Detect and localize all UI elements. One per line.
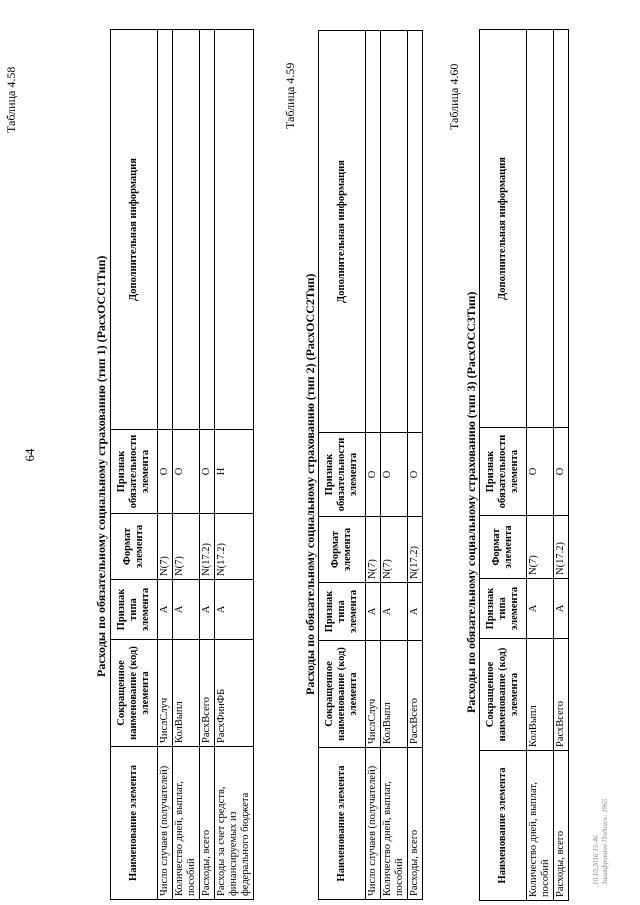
- cell-name: Число случаев (получателей): [158, 747, 173, 900]
- cell-code: ЧислСлуч: [158, 640, 173, 747]
- cell-format: N(7): [527, 516, 554, 579]
- cell-code: ЧислСлуч: [366, 641, 381, 748]
- cell-required: О: [408, 433, 423, 517]
- table-caption: Расходы по обязательному социальному страхованию (тип 3) (РасхОСС3Тип): [464, 291, 478, 713]
- cell-format: N(7): [381, 517, 408, 583]
- page-number: 64: [22, 448, 37, 462]
- col-header-code: Сокращенное наименование (код) элемента: [111, 640, 158, 747]
- cell-code: КолВыпл: [173, 640, 200, 747]
- table-label: Таблица 4.59: [283, 62, 297, 129]
- col-header-type: Признак типа элемента: [319, 583, 366, 641]
- cell-format: N(17.2): [554, 516, 569, 579]
- col-header-code: Сокращенное наименование (код) элемента: [480, 639, 527, 751]
- table-row: [554, 30, 569, 901]
- cell-type: А: [158, 580, 173, 640]
- col-header-name: Наименование элемента: [319, 748, 366, 900]
- header-row: [319, 31, 366, 900]
- cell-name: Расходы, всего: [408, 748, 423, 900]
- cell-name: Расходы, всего: [200, 747, 215, 900]
- cell-format: N(17.2): [215, 514, 254, 580]
- table-row: [527, 30, 554, 901]
- header-row: [480, 30, 527, 901]
- cell-format: N(7): [158, 514, 173, 580]
- cell-type: А: [527, 579, 554, 639]
- cell-format: N(7): [366, 517, 381, 583]
- cell-name: Расходы за счет средств, финансируемых из федерального бюджета: [215, 747, 254, 900]
- cell-name: Число случаев (получателей): [366, 748, 381, 900]
- cell-name: Количество дней, выплат, пособий: [381, 748, 408, 900]
- col-header-info: Дополнительная информация: [111, 30, 158, 430]
- table-row: [173, 30, 200, 900]
- col-header-info: Дополнительная информация: [319, 31, 366, 433]
- header-row: [111, 30, 158, 900]
- table-row: [215, 30, 254, 900]
- signature-stamp-line: 10.10.2016 15:46: [592, 835, 600, 885]
- col-header-format: Формат элемента: [319, 517, 366, 583]
- cell-code: РасхФинФБ: [215, 640, 254, 747]
- cell-required: О: [381, 433, 408, 517]
- cell-code: РасхВсего: [554, 639, 569, 751]
- data-table: [110, 29, 254, 900]
- col-header-type: Признак типа элемента: [111, 580, 158, 640]
- cell-info: [158, 30, 173, 430]
- cell-info: [215, 30, 254, 430]
- col-header-format: Формат элемента: [111, 514, 158, 580]
- table-row: [408, 31, 423, 900]
- table-row: [158, 30, 173, 900]
- cell-info: [527, 30, 554, 428]
- cell-name: Расходы, всего: [554, 751, 569, 901]
- table-row: [366, 31, 381, 900]
- cell-info: [173, 30, 200, 430]
- col-header-type: Признак типа элемента: [480, 579, 527, 639]
- table-row: [200, 30, 215, 900]
- cell-info: [366, 31, 381, 433]
- col-header-info: Дополнительная информация: [480, 30, 527, 428]
- data-table: [479, 29, 569, 901]
- cell-format: N(17.2): [408, 517, 423, 583]
- data-table: [318, 30, 423, 900]
- col-header-name: Наименование элемента: [111, 747, 158, 900]
- cell-required: Н: [215, 430, 254, 514]
- table-label: Таблица 4.58: [4, 66, 18, 133]
- cell-name: Количество дней, выплат, пособий: [527, 751, 554, 901]
- table-caption: Расходы по обязательному социальному страхованию (тип 1) (РасхОСС1Тип): [94, 255, 108, 677]
- col-header-required: Признак обязательности элемента: [319, 433, 366, 517]
- cell-type: А: [554, 579, 569, 639]
- cell-format: N(7): [173, 514, 200, 580]
- cell-format: N(17.2): [200, 514, 215, 580]
- cell-required: О: [200, 430, 215, 514]
- col-header-name: Наименование элемента: [480, 751, 527, 901]
- cell-required: О: [527, 428, 554, 516]
- cell-info: [381, 31, 408, 433]
- cell-name: Количество дней, выплат, пособий: [173, 747, 200, 900]
- cell-info: [200, 30, 215, 430]
- cell-type: А: [408, 583, 423, 641]
- cell-code: РасхВсего: [200, 640, 215, 747]
- cell-info: [408, 31, 423, 433]
- col-header-code: Сокращенное наименование (код) элемента: [319, 641, 366, 748]
- col-header-required: Признак обязательности элемента: [111, 430, 158, 514]
- cell-required: О: [554, 428, 569, 516]
- cell-type: А: [173, 580, 200, 640]
- cell-type: А: [366, 583, 381, 641]
- cell-type: А: [381, 583, 408, 641]
- table-label: Таблица 4.60: [447, 63, 461, 130]
- table-row: [381, 31, 408, 900]
- cell-required: О: [366, 433, 381, 517]
- signature-stamp-line: Зашифровано Подпись: 1965: [601, 798, 609, 885]
- cell-code: КолВыпл: [527, 639, 554, 751]
- col-header-required: Признак обязательности элемента: [480, 428, 527, 516]
- cell-required: О: [158, 430, 173, 514]
- cell-required: О: [173, 430, 200, 514]
- cell-type: А: [200, 580, 215, 640]
- cell-code: КолВыпл: [381, 641, 408, 748]
- col-header-format: Формат элемента: [480, 516, 527, 579]
- cell-type: А: [215, 580, 254, 640]
- cell-info: [554, 30, 569, 428]
- cell-code: РасхВсего: [408, 641, 423, 748]
- table-caption: Расходы по обязательному социальному страхованию (тип 2) (РасхОСС2Тип): [303, 273, 317, 695]
